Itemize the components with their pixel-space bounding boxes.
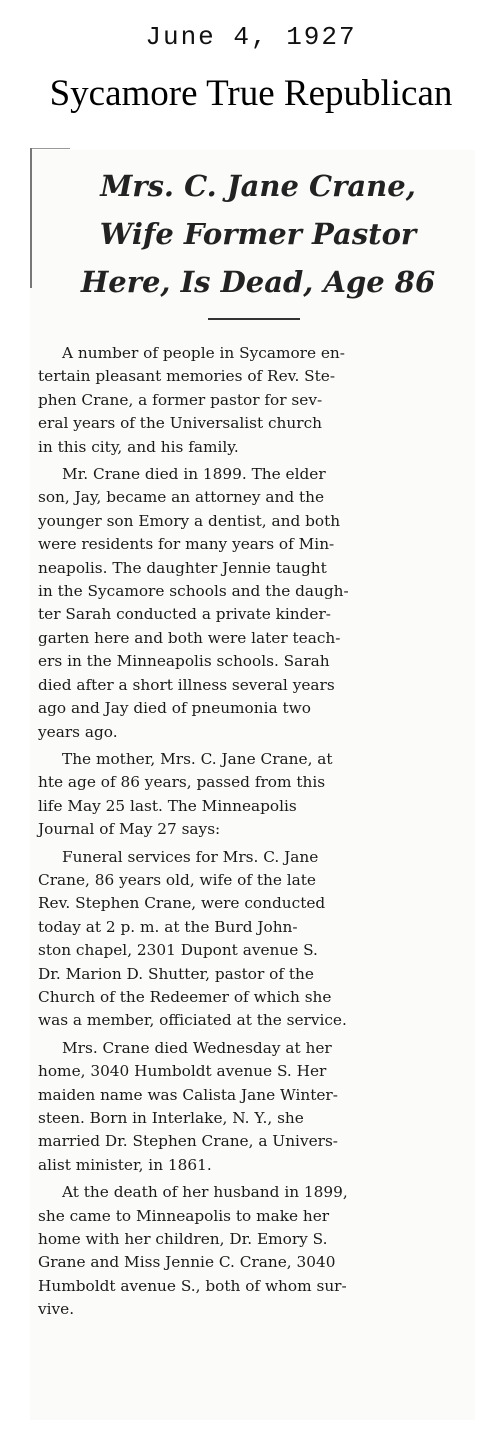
newspaper-name: Sycamore True Republican <box>49 73 453 114</box>
text-line: son, Jay, became an attorney and the <box>38 488 325 507</box>
text-line: garten here and both were later teach- <box>38 628 341 647</box>
text-line: she came to Minneapolis to make her <box>38 1206 330 1225</box>
text-line: ston chapel, 2301 Dupont avenue S. <box>38 941 318 960</box>
article-paragraph <box>38 1037 472 1177</box>
text-line: Rev. Stephen Crane, were conducted <box>38 894 326 913</box>
headline-line: Here, Is Dead, Age 86 <box>80 265 436 299</box>
text-line: today at 2 p. m. at the Burd John- <box>38 917 298 936</box>
headline-line: Wife Former Pastor <box>99 217 417 251</box>
article-paragraph <box>38 1181 472 1321</box>
text-line: were residents for many years of Min- <box>38 535 335 554</box>
text-line: tertain pleasant memories of Rev. Ste- <box>38 367 336 386</box>
text-line: At the death of her husband in 1899, <box>62 1183 348 1202</box>
text-line: Mrs. Crane died Wednesday at her <box>62 1038 332 1057</box>
text-line: eral years of the Universalist church <box>38 414 322 433</box>
article-paragraph <box>38 846 472 1033</box>
text-line: died after a short illness several years <box>38 675 335 694</box>
text-line: alist minister, in 1861. <box>38 1155 212 1174</box>
text-line: in this city, and his family. <box>38 437 239 456</box>
text-line: Humboldt avenue S., both of whom sur- <box>38 1276 347 1295</box>
text-line: years ago. <box>38 722 118 741</box>
text-line: ter Sarah conducted a private kinder- <box>38 605 331 624</box>
article-body <box>38 342 472 1322</box>
text-line: ers in the Minneapolis schools. Sarah <box>38 652 330 671</box>
text-line: The mother, Mrs. C. Jane Crane, at <box>62 749 333 768</box>
text-line: Mr. Crane died in 1899. The elder <box>62 465 326 484</box>
text-line: life May 25 last. The Minneapolis <box>38 796 297 815</box>
text-line: home, 3040 Humboldt avenue S. Her <box>38 1062 327 1081</box>
text-line: hte age of 86 years, passed from this <box>38 773 326 792</box>
text-line: in the Sycamore schools and the daugh- <box>38 582 349 601</box>
text-line: Grane and Miss Jennie C. Crane, 3040 <box>38 1253 336 1272</box>
column-rule-top <box>30 148 70 149</box>
publication-date: June 4, 1927 <box>145 22 357 52</box>
text-line: home with her children, Dr. Emory S. <box>38 1230 328 1249</box>
text-line: vive. <box>38 1300 75 1319</box>
article-paragraph <box>38 463 472 744</box>
article-paragraph <box>38 342 472 459</box>
text-line: maiden name was Calista Jane Winter- <box>38 1085 338 1104</box>
text-line: steen. Born in Interlake, N. Y., she <box>38 1109 304 1127</box>
headline-line: Mrs. C. Jane Crane, <box>100 169 416 203</box>
text-line: Church of the Redeemer of which she <box>38 987 332 1006</box>
article-paragraph <box>38 748 472 842</box>
text-line: Crane, 86 years old, wife of the late <box>38 870 316 889</box>
text-line: younger son Emory a dentist, and both <box>38 511 341 530</box>
text-line: neapolis. The daughter Jennie taught <box>38 558 327 577</box>
text-line: was a member, officiated at the service. <box>38 1011 347 1030</box>
text-line: Journal of May 27 says: <box>38 820 221 839</box>
text-line: ago and Jay died of pneumonia two <box>38 699 311 718</box>
text-line: Funeral services for Mrs. C. Jane <box>62 847 319 866</box>
headline-divider <box>208 318 300 320</box>
text-line: phen Crane, a former pastor for sev- <box>38 390 323 409</box>
text-line: Dr. Marion D. Shutter, pastor of the <box>38 964 314 983</box>
text-line: married Dr. Stephen Crane, a Univers- <box>38 1132 338 1151</box>
text-line: A number of people in Sycamore en- <box>62 344 345 362</box>
article-headline <box>42 162 474 306</box>
column-rule-left <box>30 148 32 288</box>
